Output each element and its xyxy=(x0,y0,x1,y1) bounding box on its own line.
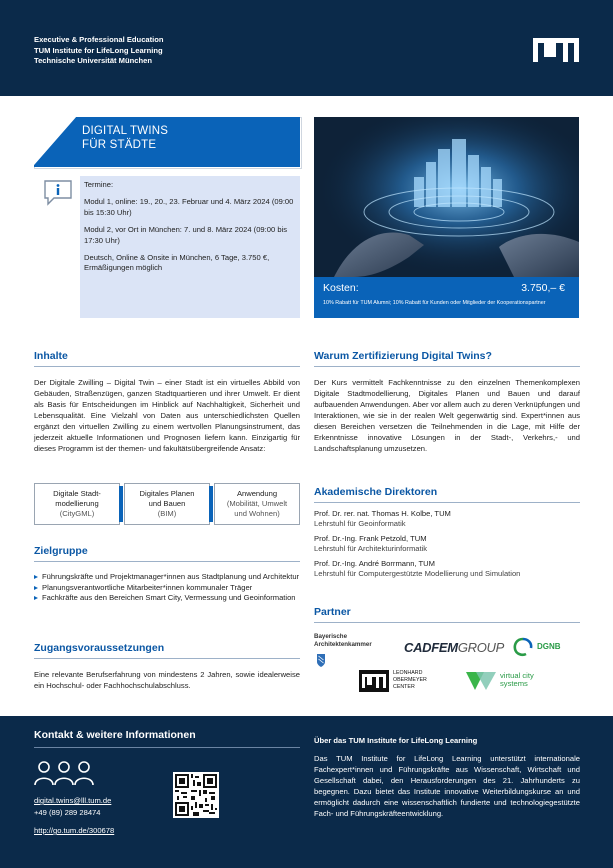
modul-1-dates: Modul 1, online: 19., 20., 23. Februar und 4. März 2024 (09:00 bis 15:30 Uhr) xyxy=(84,197,294,217)
cadfem-logo xyxy=(404,640,504,655)
cost-label: Kosten: xyxy=(323,282,359,294)
divider xyxy=(314,502,580,503)
people-icon xyxy=(34,760,94,786)
direktoren-list xyxy=(314,509,580,579)
zugang-text: Eine relevante Berufserfahrung von mindestens 2 Jahren, sowie idealerweise ein Hochschul- oder Fachhochschulabschluss. xyxy=(34,670,300,690)
zielgruppe-heading: Zielgruppe xyxy=(34,545,88,557)
director-role: Lehrstuhl für Computergestützte Modellierung und Simulation xyxy=(314,569,521,578)
inhalte-text: Der Digitale Zwilling – Digital Twin – einer Stadt ist ein virtuelles Abbild von Gebäuden, Straßenzügen, ganzen Stadtquartieren und ihrer Umwelt. Er dient als Basis für Entscheidungen im Hinblick auf Nachhaltigkeit, Sicherheit und Lebensqualität. Eine Vielzahl von Daten aus unterschiedlichsten Quellen ergänzt den virtuellen Zwilling zu einem wertvollen Planungsinstrument, das jederzeit aktuelle Informationen und Prognosen liefern kann. Einzigartig für dieses Programm ist der themen- und fakultätsübergreifende Ansatz: xyxy=(34,378,300,453)
vcs-logo-line-1: virtual city xyxy=(500,671,534,680)
divider xyxy=(34,747,300,748)
cadfem-logo-main: CADFEM xyxy=(404,640,458,655)
divider xyxy=(34,561,300,562)
info-icon xyxy=(44,180,72,206)
module-box-stadtmodellierung xyxy=(34,483,120,525)
divider xyxy=(34,658,300,659)
institution-line-3: Technische Universität München xyxy=(34,56,153,65)
bak-logo-text: Bayerische Architektenkammer xyxy=(314,633,372,648)
list-item: Fachkräfte aus den Bereichen Smart City, Vermessung und Geoinformation xyxy=(34,593,300,604)
footer xyxy=(0,716,613,868)
vcs-logo-line-2: systems xyxy=(500,679,528,688)
qr-code[interactable] xyxy=(173,772,219,818)
module-title: Anwendung xyxy=(236,489,278,498)
module-sub: (Mobilität, Umwelt und Wohnen) xyxy=(226,499,288,518)
director-role: Lehrstuhl für Geoinformatik xyxy=(314,519,406,528)
module-box-anwendung xyxy=(214,483,300,525)
director-role: Lehrstuhl für Architekturinformatik xyxy=(314,544,428,553)
institution-line-2: TUM Institute for LifeLong Learning xyxy=(34,45,163,55)
zugang-heading: Zugangsvoraussetzungen xyxy=(34,642,165,654)
about-heading: Über das TUM Institute for LifeLong Learning xyxy=(314,736,478,745)
lohc-logo-text: LEONHARD OBERMEYER CENTER xyxy=(393,670,427,690)
dgnb-logo-text: DGNB xyxy=(537,642,561,651)
contact-email-link[interactable]: digital.twins@lll.tum.de xyxy=(34,796,112,805)
cost-bar xyxy=(314,277,579,318)
course-url-link[interactable]: http://go.tum.de/300678 xyxy=(34,826,115,835)
bavaria-crest-icon xyxy=(317,654,325,667)
zielgruppe-list xyxy=(34,572,300,604)
contact-phone: +49 (89) 289 28474 xyxy=(34,808,101,817)
course-details: Deutsch, Online & Onsite in München, 6 Tage, 3.750 €, Ermäßigungen möglich xyxy=(84,253,270,273)
dgnb-logo-icon xyxy=(512,637,534,657)
cadfem-logo-group: GROUP xyxy=(457,640,504,655)
course-title-line-1: DIGITAL TWINS xyxy=(82,125,169,137)
partner-heading: Partner xyxy=(314,606,351,618)
tum-lohc-logo-icon xyxy=(359,670,389,692)
module-box-planen-bauen xyxy=(124,483,210,525)
director-name: Prof. Dr. rer. nat. Thomas H. Kolbe, TUM xyxy=(314,509,451,518)
tum-logo xyxy=(533,38,579,62)
list-item: Planungsverantwortliche Mitarbeiter*innen kommunaler Träger xyxy=(34,583,300,594)
institution-block xyxy=(34,35,164,67)
course-title xyxy=(82,124,168,152)
direktoren-heading: Akademische Direktoren xyxy=(314,486,438,498)
virtual-city-systems-logo-icon xyxy=(466,670,496,692)
dates-text xyxy=(84,180,296,281)
cost-discount-note: 10% Rabatt für TUM Alumni; 10% Rabatt für Kunden oder Mitglieder der Kooperationspartner xyxy=(323,300,546,306)
director-name: Prof. Dr.-Ing. Frank Petzold, TUM xyxy=(314,534,427,543)
hero-image-digital-city xyxy=(314,117,579,277)
module-title: Digitales Planen und Bauen xyxy=(139,489,195,508)
module-separator xyxy=(209,486,213,522)
divider xyxy=(314,366,580,367)
inhalte-heading: Inhalte xyxy=(34,350,68,362)
vcs-logo-text xyxy=(500,672,534,688)
module-title: Digitale Stadt- modellierung xyxy=(53,489,101,508)
divider xyxy=(314,622,580,623)
course-title-line-2: FÜR STÄDTE xyxy=(82,139,157,151)
cost-value: 3.750,– € xyxy=(521,282,565,294)
list-item: Führungskräfte und Projektmanager*innen aus Stadtplanung und Architektur xyxy=(34,572,300,583)
warum-heading: Warum Zertifizierung Digital Twins? xyxy=(314,350,492,362)
director-name: Prof. Dr.-Ing. André Borrmann, TUM xyxy=(314,559,435,568)
about-text: Das TUM Institute for LifeLong Learning unterstützt internationale Fachexpert*innen und Führungskräfte aus Wissenschaft, Wirtschaft und Gesellschaft dabei, den Herausforderungen des 21. Jahrhunderts zu begegnen. Dazu bietet das Institute innovative Weiterbildungskurse an und ermöglicht dadurch eine wissenschaftlich fundierte und technologiegestützte Fach- und Führungskräfteentwicklung. xyxy=(314,754,580,818)
kontakt-heading: Kontakt & weitere Informationen xyxy=(34,729,196,741)
module-sub: (CityGML) xyxy=(59,509,95,518)
module-separator xyxy=(119,486,123,522)
modul-2-dates: Modul 2, vor Ort in München: 7. und 8. März 2024 (09:00 bis 17:30 Uhr) xyxy=(84,225,288,245)
header-band xyxy=(0,0,613,96)
institution-line-1: Executive & Professional Education xyxy=(34,35,164,44)
warum-text: Der Kurs vermittelt Fachkenntnisse zu den einzelnen Themenkomplexen Digitale Stadtmodellierung, Digitales Planen und Bauen und darauf aufbauenden Anwendungen. Aber vor allem auch zu deren Verknüpfungen und Interaktionen, wie sie in der realen Welt gegenwärtig sind. Expert*innen aus diesen Bereichen versetzen die Teilnehmenden in die Lage, mit Hilfe der Erkenntnisse innovative Lösungen in der Stadt-, Verkehrs,- und Landschaftsplanung umzusetzen. xyxy=(314,378,580,453)
module-sub: (BIM) xyxy=(157,509,177,518)
divider xyxy=(34,366,300,367)
dates-heading: Termine: xyxy=(84,180,114,189)
